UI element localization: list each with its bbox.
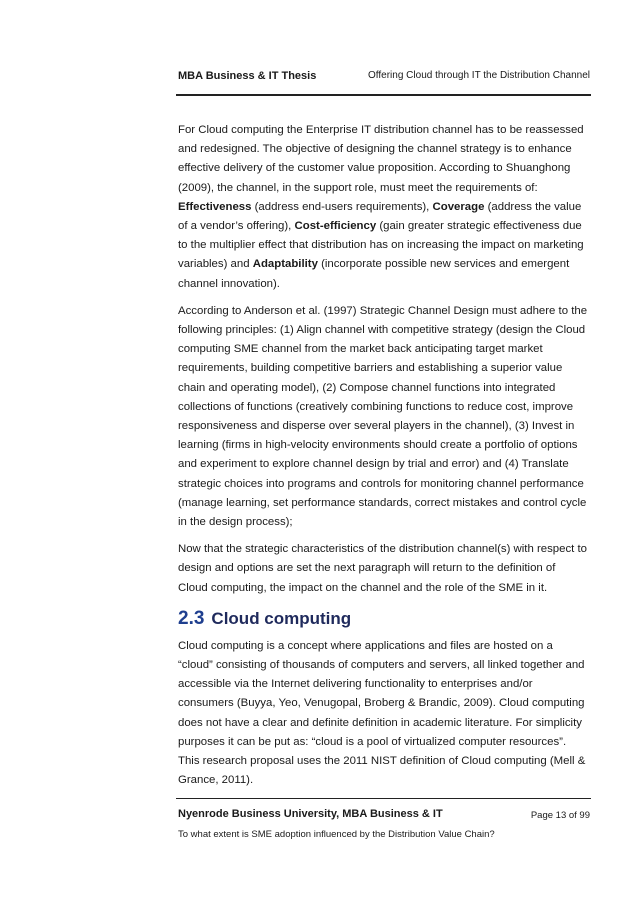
paragraph-strategic-design: According to Anderson et al. (1997) Strategic Channel Design must adhere to the following principles: (1) Align channel with competitive strategy (design the Cloud computing SME channel from the market back anticipating target market requirements, building competitive barriers and establishing a superior value chain and operating model), (2) Compose channel functions into integrated collections of functions (creatively combining functions to reduce cost, improve responsiveness and disperse over several players in the channel), (3) Invest in learning (firms in high-velocity environments should create a portfolio of options and experiment to explore channel design by trial and error) and (4) Translate strategic choices into programs and controls for monitoring channel performance (manage learning, set performance standards, correct mistakes and control cycle in the design process);	[178, 304, 588, 529]
section-number: 2.3	[178, 607, 205, 629]
footer-divider	[176, 798, 591, 799]
page-header	[178, 70, 590, 84]
header-thesis-title: MBA Business & IT Thesis	[178, 70, 317, 82]
term-effectiveness: Effectiveness	[178, 200, 252, 213]
term-coverage-desc: (address the value of a vendor’s offering),	[178, 200, 582, 233]
term-effectiveness-desc: (address end-users requirements),	[251, 200, 433, 213]
paragraph-intro-text: For Cloud computing the Enterprise IT distribution channel has to be reassessed and redesigned. The objective of designing the channel strategy is to enhance effective delivery of the customer value proposition. According to Shuanghong (2009), the channel, in the support role, must meet the requirements of:	[178, 124, 584, 194]
header-chapter-title: Offering Cloud through IT the Distribution Channel	[368, 70, 590, 81]
term-adaptability: Adaptability	[252, 258, 318, 271]
footer-university: Nyenrode Business University, MBA Business & IT	[178, 808, 443, 820]
body-content	[178, 121, 588, 799]
section-heading	[178, 608, 588, 630]
paragraph-cloud-definition: Cloud computing is a concept where applications and files are hosted on a “cloud” consisting of thousands of computers and servers, all linked together and accessible via the Internet delivering functionality to enterprises and/or consumers (Buyya, Yeo, Venugopal, Broberg & Brandic, 2009). Cloud computing does not have a clear and definite definition in academic literature. For simplicity purposes it can be put as: “cloud is a pool of virtualized computer resources”. This research proposal uses the 2011 NIST definition of Cloud computing (Mell & Grance, 2011).	[178, 639, 586, 787]
paragraph-channel-requirements	[178, 121, 588, 294]
section-title: Cloud computing	[211, 608, 352, 628]
paragraph-transition: Now that the strategic characteristics of the distribution channel(s) with respect to design and options are set the next paragraph will return to the definition of Cloud computing, the impact on the channel and the role of the SME in it.	[178, 543, 587, 594]
term-coverage: Coverage	[432, 200, 485, 213]
term-cost-efficiency-desc: (gain greater strategic effectiveness due to the multiplier effect that distribution has on increasing the impact on marketing variables) and	[178, 220, 584, 271]
header-divider	[176, 94, 591, 96]
term-adaptability-desc: (incorporate possible new services and emergent channel innovation).	[178, 258, 570, 290]
footer-research-question: To what extent is SME adoption influenced by the Distribution Value Chain?	[178, 829, 495, 840]
page-number: Page 13 of 99	[530, 810, 590, 821]
term-cost-efficiency: Cost-efficiency	[294, 220, 377, 233]
